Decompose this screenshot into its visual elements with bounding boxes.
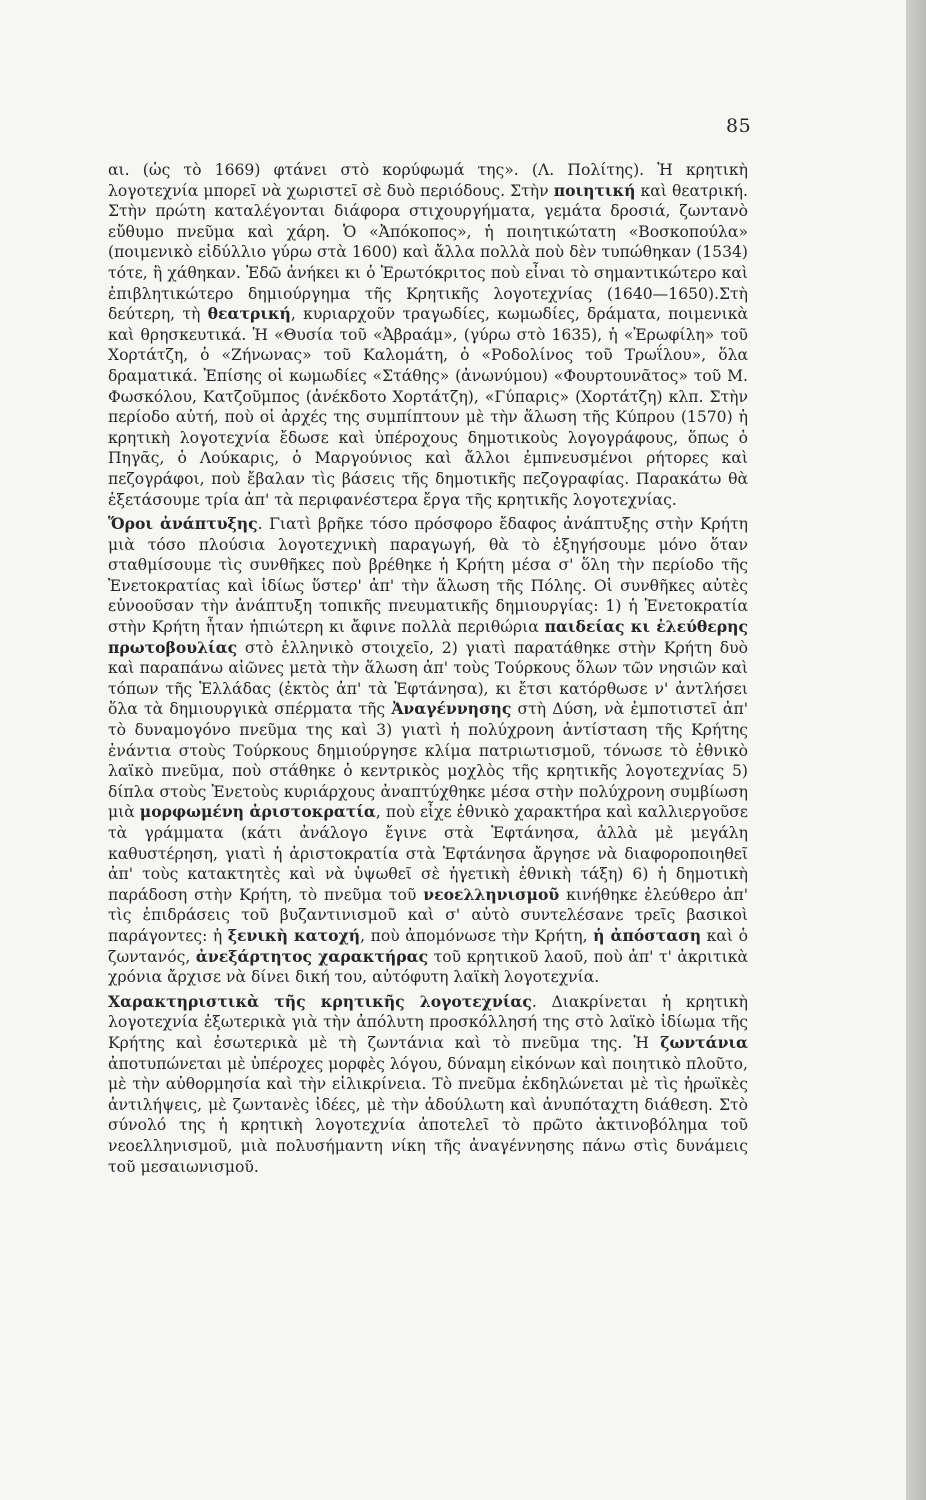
text-run: , ποὺ εἶχε ἐθνικὸ χαρακτήρα καὶ καλλιεργοῦσε τὰ γράμματα (κάτι ἀνάλογο ἔγινε στὰ Ἑφτάνησα, ἀλλὰ μὲ μεγάλη καθυστέρηση, γιατὶ ἡ ἀριστοκρατία στὰ Ἑφτάνησα ἄργησε νὰ διαφοροποιηθεῖ ἀπ' τοὺς κατακτητὲς καὶ νὰ ὑψωθεῖ σὲ ἡγετικὴ ἐθνικὴ τάξη) 6) ἡ δημοτικὴ παράδοση στὴν Κρήτη, τὸ πνεῦμα τοῦ — [108, 803, 748, 904]
bold-term: ποιητική — [553, 180, 636, 200]
text-run: κινήθηκε ἐλεύθερο ἀπ' τὶς ἐπιδράσεις τοῦ βυζαντινισμοῦ καὶ σ' αὐτὸ συντελέσανε τρεῖς βασικοὶ παράγοντες: ἡ — [108, 885, 749, 945]
text-run: τοῦ κρητικοῦ λαοῦ, ποὺ ἀπ' τ' ἀκριτικὰ χρόνια ἄρχισε νὰ δίνει δική του, αὐτόφυτη λαϊκὴ λογοτεχνία. — [108, 947, 748, 987]
paragraph — [108, 992, 748, 1177]
paragraph — [108, 160, 748, 510]
paragraph — [108, 514, 748, 988]
bold-term: ἡ ἀπόσταση — [593, 925, 702, 945]
bold-term: ξενικὴ κατοχή — [227, 925, 361, 945]
text-run: , ποὺ ἀπομόνωσε τὴν Κρήτη, — [360, 926, 594, 945]
text-run: στὴ Δύση, νὰ ἐμποτιστεῖ ἀπ' τὸ δυναμογόνο πνεῦμα της καὶ 3) γιατὶ ἡ πολύχρονη ἀντίσταση τῆς Κρήτης ἐνάντια στοὺς Τούρκους δημιούργησε κλίμα πατριωτισμοῦ, τόνωσε τὸ ἐθνικὸ λαϊκὸ πνεῦμα, ποὺ στάθηκε ὁ κεντρικὸς μοχλὸς τῆς κρητικῆς λογοτεχνίας 5) δίπλα στοὺς Ἑνετοὺς κυριάρχους ἀναπτύχθηκε μέσα στὴν πολύχρονη συμβίωση μιὰ — [108, 700, 748, 822]
bold-term: μορφωμένη ἀριστοκρατία — [139, 802, 376, 822]
bold-term: θεατρική — [207, 304, 291, 324]
section-heading: Ὅροι ἀνάπτυξης — [108, 514, 258, 534]
text-run: αι. (ὡς τὸ 1669) φτάνει στὸ κορύφωμά της». (Λ. Πολίτης). Ἡ κρητικὴ λογοτεχνία μπορεῖ νὰ χωριστεῖ σὲ δυὸ περιόδους. Στὴν — [108, 161, 748, 200]
text-run: , κυριαρχοῦν τραγωδίες, κωμωδίες, δράματα, ποιμενικὰ καὶ θρησκευτικά. Ἡ «Θυσία τοῦ «Ἀβραάμ», (γύρω στὸ 1635), ἡ «Ἐρωφίλη» τοῦ Χορτάτζη, ὁ «Ζήνωνας» τοῦ Καλομάτη, ὁ «Ροδολίνος τοῦ Τρωΐλου», ὅλα δραματικά. Ἐπίσης οἱ κωμωδίες «Στάθης» (ἀνωνύμου) «Φουρτουνᾶτος» τοῦ Μ. Φωσκόλου, Κατζοῦμπος (ἀνέκδοτο Χορτάτζη), «Γύπαρις» (Χορτάτζη) κλπ. Στὴν περίοδο αὐτή, ποὺ οἱ ἀρχές της συμπίπτουν μὲ τὴν ἅλωση τῆς Κύπρου (1570) ἡ κρητικὴ λογοτεχνία ἔδωσε καὶ ὑπέροχους δημοτικοὺς λογογράφους, ὅπως ὁ Πηγᾶς, ὁ Λούκαρις, ὁ Μαργούνιος καὶ ἄλλοι ἐμπνευσμένοι ρήτορες καὶ πεζογράφοι, ποὺ ἔβαλαν τὶς βάσεις τῆς δημοτικῆς πεζογραφίας. Παρακάτω θὰ ἐξετάσουμε τρία ἀπ' τὰ περιφανέστερα ἔργα τῆς κρητικῆς λογοτεχνίας. — [108, 305, 748, 509]
body-text — [108, 160, 748, 1177]
bold-term: Ἀναγέννησης — [391, 699, 512, 719]
bold-term: παιδείας κι ἐλεύθερης πρωτοβουλίας — [108, 617, 748, 657]
page-edge-shadow — [906, 0, 926, 1500]
text-run: ἀποτυπώνεται μὲ ὑπέροχες μορφὲς λόγου, δύναμη εἰκόνων καὶ ποιητικὸ πλοῦτο, μὲ τὴν αὐθορμησία καὶ τὴν εἰλικρίνεια. Τὸ πνεῦμα ἐκδηλώνεται μὲ τὶς ἡρωϊκὲς ἀντιλήψεις, μὲ ζωντανὲς ἰδέες, μὲ τὴν ἀδούλωτη καὶ ἀνυπόταχτη διάθεση. Στὸ σύνολό της ἡ κρητικὴ λογοτεχνία ἀποτελεῖ τὸ πρῶτο ἀκτινοβόλημα τοῦ νεοελληνισμοῦ, μιὰ πολυσήμαντη νίκη τῆς ἀναγέννησης πάνω στὶς δυνάμεις τοῦ μεσαιωνισμοῦ. — [108, 1054, 748, 1176]
bold-term: νεοελληνισμοῦ — [423, 884, 560, 904]
text-run: στὸ ἑλληνικὸ στοιχεῖο, 2) γιατὶ παρατάθηκε στὴν Κρήτη δυὸ καὶ παραπάνω αἰῶνες μετὰ τὴν ἅλωση ἀπ' τοὺς Τούρκους ὅλων τῶν νησιῶν καὶ τόπων τῆς Ἑλλάδας (ἐκτὸς ἀπ' τὰ Ἑφτάνησα), κι ἔτσι κατόρθωσε ν' ἀντλήσει ὅλα τὰ δημιουργικὰ σπέρματα τῆς — [108, 638, 748, 719]
text-run: καὶ θεατρική. Στὴν πρώτη καταλέγονται διάφορα στιχουργήματα, γεμάτα δροσιά, ζωντανὸ εὔθυμο πνεῦμα καὶ χάρη. Ὁ «Ἀπόκοπος», ἡ ποιητικώτατη «Βοσκοπούλα» (ποιμενικὸ εἰδύλλιο γύρω στὰ 1600) καὶ ἄλλα πολλὰ ποὺ δὲν τυπώθηκαν (1534) τότε, ἢ χάθηκαν. Ἐδῶ ἀνήκει κι ὁ Ἐρωτόκριτος ποὺ εἶναι τὸ σημαντικώτερο καὶ ἐπιβλητικώτερο δημιούργημα τῆς Κρητικῆς λογοτεχνίας (1640—1650).Στὴ δεύτερη, τὴ — [108, 181, 748, 324]
text-run: . Γιατὶ βρῆκε τόσο πρόσφορο ἔδαφος ἀνάπτυξης στὴν Κρήτη μιὰ τόσο πλούσια λογοτεχνικὴ παραγωγή, θὰ τὸ ἐξηγήσουμε μόνο ὅταν σταθμίσουμε τὶς συνθῆκες ποὺ βρέθηκε ἡ Κρήτη μέσα σ' ὅλη τὴν περίοδο τῆς Ἑνετοκρατίας καὶ ἰδίως ὕστερ' ἀπ' τὴν ἅλωση τῆς Πόλης. Οἱ συνθῆκες αὐτὲς εὐνοοῦσαν τὴν ἀνάπτυξη τοπικῆς πνευματικῆς δημιουργίας: 1) ἡ Ἑνετοκρατία στὴν Κρήτη ἦταν ἠπιώτερη κι ἄφινε πολλὰ περιθώρια — [108, 515, 748, 637]
section-heading: Χαρακτηριστικὰ τῆς κρητικῆς λογοτεχνίας — [108, 991, 532, 1011]
bold-term: ἀνεξάρτητος χαρακτήρας — [195, 946, 429, 966]
bold-term: ζωντάνια — [660, 1032, 748, 1052]
page-number: 85 — [726, 115, 752, 137]
text-run: καὶ ὁ ζωντανός, — [108, 926, 748, 966]
text-run: . Διακρίνεται ἡ κρητικὴ λογοτεχνία ἐξωτερικὰ γιὰ τὴν ἀπόλυτη προσκόλλησή της στὸ λαϊκὸ ἰδίωμα τῆς Κρήτης καὶ ἐσωτερικὰ μὲ τὴ ζωντάνια καὶ τὸ πνεῦμα της. Ἡ — [108, 992, 748, 1052]
